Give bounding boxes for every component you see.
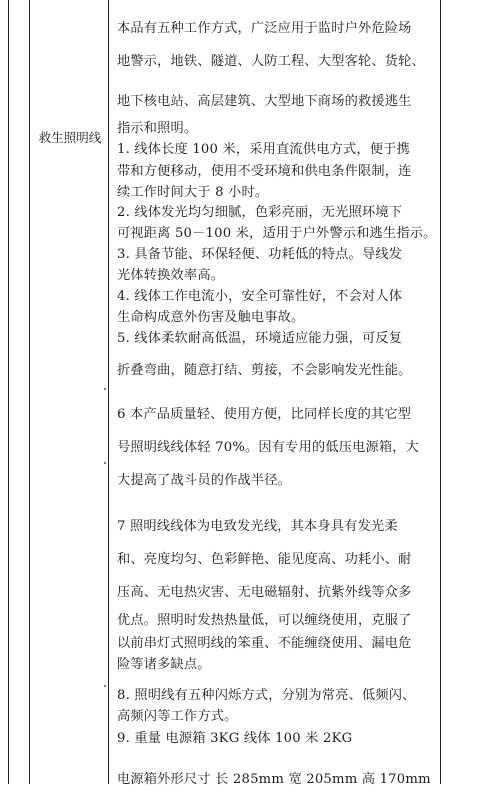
description-line: 3. 具备节能、环保轻便、功耗低的特点。导线发 <box>117 247 403 262</box>
description-line: 6 本产品质量轻、使用方便，比同样长度的其它型 <box>117 407 412 422</box>
description-line: 2. 线体发光均匀细腻，色彩亮丽，无光照环境下 <box>117 205 403 220</box>
description-line: 压高、无电热灾害、无电磁辐射、抗紫外线等众多 <box>117 585 412 600</box>
description-line: 本品有五种工作方式，广泛应用于监时户外危险场 <box>117 21 412 36</box>
description-line: 光体转换效率高。 <box>117 268 225 283</box>
description-line: 优点。照明时发热热量低，可以缠绕使用，克服了 <box>117 613 412 628</box>
description-line: 号照明线线体轻 70%。因有专用的低压电源箱，大 <box>117 440 420 455</box>
description-line: 折叠弯曲，随意打结、剪接，不会影响发光性能。 <box>117 363 412 378</box>
description-line: 4. 线体工作电流小，安全可靠性好，不会对人体 <box>117 289 403 304</box>
description-line: 7 照明线线体为电致发光线，其本身具有发光柔 <box>117 519 398 534</box>
scan-speck <box>104 462 106 464</box>
description-line: 可视距离 50－100 米，适用于户外警示和逃生指示。 <box>117 226 437 241</box>
scan-speck <box>104 388 106 390</box>
description-line: 险等诸多缺点。 <box>117 657 211 672</box>
description-line: 指示和照明。 <box>117 121 198 136</box>
product-description-cell <box>117 12 439 795</box>
description-line: 以前串灯式照明线的笨重、不能缠绕使用、漏电危 <box>117 636 412 651</box>
description-line: 电源箱外形尺寸 长 285mm 宽 205mm 高 170mm <box>117 772 431 787</box>
description-line: 和、亮度均匀、色彩鲜艳、能见度高、功耗小、耐 <box>117 552 412 567</box>
table-column-divider <box>108 0 109 784</box>
description-line: 带和方便移动，使用不受环境和供电条件限制，连 <box>117 164 412 179</box>
description-line: 大提高了战斗员的作战半径。 <box>117 473 292 488</box>
scan-speck <box>104 685 106 687</box>
description-line: 地警示，地铁、隧道、人防工程、大型客轮、货轮、 <box>117 54 425 69</box>
product-name-cell: 救生照明线 <box>38 130 102 145</box>
description-line: 高频闪等工作方式。 <box>117 709 238 724</box>
description-line: 9. 重量 电源箱 3KG 线体 100 米 2KG <box>117 731 353 746</box>
table-column-divider <box>29 0 30 784</box>
description-line: 1. 线体长度 100 米，采用直流供电方式，便于携 <box>117 142 410 157</box>
table-column-divider <box>440 0 441 784</box>
description-line: 续工作时间大于 8 小时。 <box>117 185 269 200</box>
description-line: 地下核电站、高层建筑、大型地下商场的救援逃生 <box>117 94 412 109</box>
description-line: 5. 线体柔软耐高低温，环境适应能力强，可反复 <box>117 331 403 346</box>
description-line: 生命构成意外伤害及触电事故。 <box>117 310 305 325</box>
description-line: 8. 照明线有五种闪烁方式，分别为常亮、低频闪、 <box>117 688 416 703</box>
